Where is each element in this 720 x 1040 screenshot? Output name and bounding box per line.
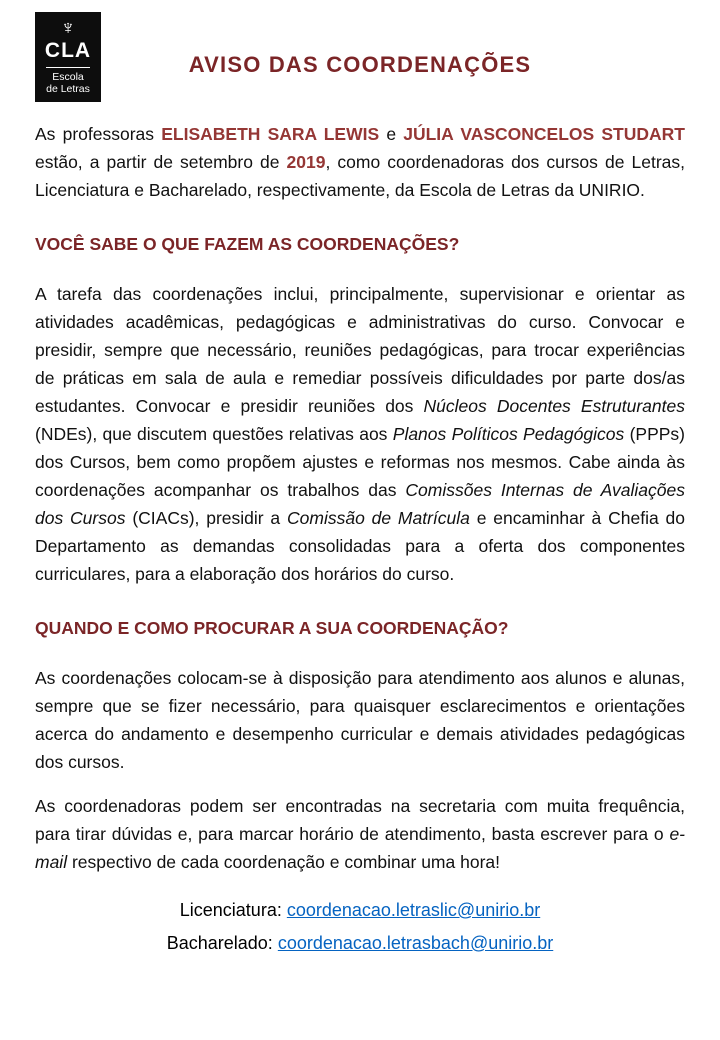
- trident-icon: ♆: [60, 17, 76, 39]
- section-heading-what-coordinations-do: VOCÊ SABE O QUE FAZEM AS COORDENAÇÕES?: [35, 234, 460, 254]
- contact-email-link-licenciatura[interactable]: coordenacao.letraslic@unirio.br: [286, 900, 541, 920]
- contact-list: [35, 894, 685, 960]
- logo-acronym: CLA: [44, 39, 92, 62]
- section-heading-when-how-contact: QUANDO E COMO PROCURAR A SUA COORDENAÇÃO?: [35, 618, 509, 638]
- page-title: AVISO DAS COORDENAÇÕES: [188, 52, 532, 77]
- intro-paragraph: As professoras ELISABETH SARA LEWIS e JÚLIA VASCONCELOS STUDART estão, a partir de setembro de 2019, como coordenadoras dos cursos de Letras, Licenciatura e Bacharelado, respectivamente, da Escola de Letras da UNIRIO.: [35, 124, 685, 200]
- contact-paragraph: As coordenadoras podem ser encontradas na secretaria com muita frequência, para tirar dúvidas e, para marcar horário de atendimento, basta escrever para o e-mail respectivo de cada coordenação e combinar uma hora!: [35, 796, 685, 872]
- contact-line-licenciatura: [35, 894, 685, 927]
- logo-org-line1: Escola: [52, 71, 84, 83]
- contact-email-link-bacharelado[interactable]: coordenacao.letrasbach@unirio.br: [277, 933, 554, 953]
- availability-paragraph: As coordenações colocam-se à disposição para atendimento aos alunos e alunas, sempre que se fizer necessário, para quaisquer esclarecimentos e orientações acerca do andamento e desempenho curricular e demais atividades pedagógicas dos cursos.: [35, 668, 685, 772]
- contact-label-bacharelado: Bacharelado:: [166, 933, 278, 953]
- tasks-paragraph: A tarefa das coordenações inclui, principalmente, supervisionar e orientar as atividades acadêmicas, pedagógicas e administrativas do curso. Convocar e presidir, sempre que necessário, reuniões pedagógicas, para trocar experiências de práticas em sala de aula e remediar possíveis dificuldades por parte dos/as estudantes. Convocar e presidir reuniões dos Núcleos Docentes Estruturantes (NDEs), que discutem questões relativas aos Planos Políticos Pedagógicos (PPPs) dos Cursos, bem como propõem ajustes e reformas nos mesmos. Cabe ainda às coordenações acompanhar os trabalhos das Comissões Internas de Avaliações dos Cursos (CIACs), presidir a Comissão de Matrícula e encaminhar à Chefia do Departamento as demandas consolidadas para a oferta dos componentes curriculares, para a elaboração dos horários do curso.: [35, 284, 685, 584]
- logo-divider: [46, 67, 90, 68]
- contact-line-bacharelado: [35, 927, 685, 960]
- logo-org-line2: de Letras: [46, 83, 90, 95]
- school-logo: [35, 12, 101, 102]
- logo-org-name: [46, 71, 90, 95]
- contact-label-licenciatura: Licenciatura:: [179, 900, 287, 920]
